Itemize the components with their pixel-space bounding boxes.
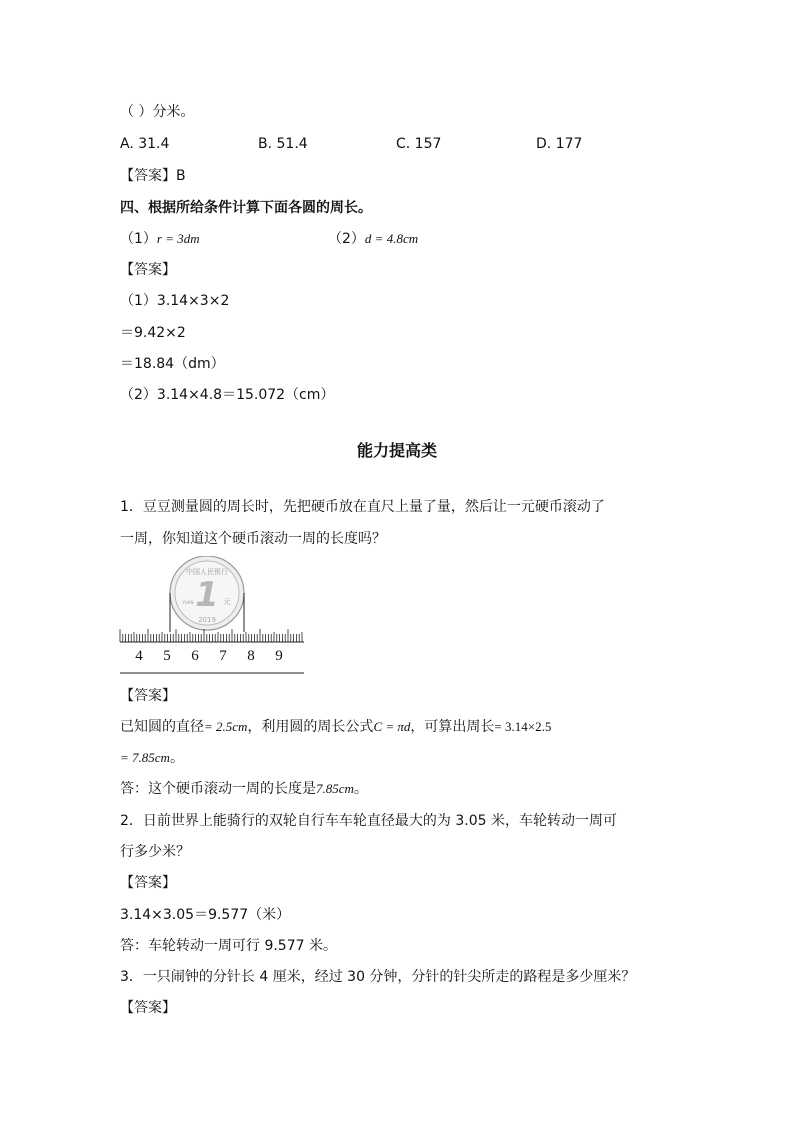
q3-answer-label: 【答案】 bbox=[120, 1000, 176, 1016]
section4-line-3: ＝18.84（dm） bbox=[120, 356, 225, 372]
q2-calc: 3.14×3.05＝9.577（米） bbox=[120, 907, 291, 923]
q1-ans-line2-tail: 。 bbox=[169, 750, 184, 766]
q1-text-line2: 一周，你知道这个硬币滚动一周的长度吗？ bbox=[120, 531, 386, 547]
problem2-expr: d = 4.8cm bbox=[364, 231, 419, 246]
ruler-number-5: 5 bbox=[163, 648, 171, 664]
coin-top-text: 中国人民银行 bbox=[186, 568, 228, 576]
q2-text-line2: 行多少米？ bbox=[120, 844, 190, 860]
section4-problem2 bbox=[328, 229, 418, 249]
q1-ans-f: = 3.14×2.5 bbox=[494, 719, 552, 734]
coin-ruler-figure bbox=[118, 556, 308, 676]
q1-final-a: 答：这个硬币滚动一周的长度是 bbox=[120, 781, 316, 797]
option-b: B. 51.4 bbox=[258, 136, 308, 152]
section-title: 能力提高类 bbox=[356, 441, 437, 460]
section4-problems bbox=[120, 229, 200, 249]
q2-text-line1: 2．日前世界上能骑行的双轮自行车车轮直径最大的为 3.05 米，车轮转动一周可 bbox=[120, 813, 617, 829]
problem1-expr: r = 3dm bbox=[156, 231, 200, 246]
problem1-label: （1） bbox=[120, 231, 157, 247]
q1-ans-b: = 2.5cm bbox=[204, 719, 248, 734]
q1-ans-c: ，利用圆的周长公式 bbox=[247, 719, 374, 735]
section4-line-4: （2）3.14×4.8＝15.072（cm） bbox=[120, 387, 335, 403]
q1-ans-a: 已知圆的直径 bbox=[120, 719, 204, 735]
section4-answer-label: 【答案】 bbox=[120, 262, 176, 278]
q1-ans-d: C = πd bbox=[373, 719, 411, 734]
q1-answer-line2 bbox=[120, 748, 184, 768]
option-d: D. 177 bbox=[536, 136, 583, 152]
section4-line-2: ＝9.42×2 bbox=[120, 325, 186, 341]
ruler-number-8: 8 bbox=[247, 648, 255, 664]
q1-ans-e: ，可算出周长 bbox=[410, 719, 495, 735]
problem2-label: （2） bbox=[328, 231, 365, 247]
q2-answer-label: 【答案】 bbox=[120, 875, 176, 891]
section4-heading: 四、根据所给条件计算下面各圆的周长。 bbox=[120, 200, 372, 216]
q1-text-line1: 1．豆豆测量圆的周长时，先把硬币放在直尺上量了量，然后让一元硬币滚动了 bbox=[120, 499, 605, 515]
option-a: A. 31.4 bbox=[120, 136, 170, 152]
coin-year: 2019 bbox=[198, 616, 216, 624]
coin-small-text: YUAN bbox=[182, 600, 194, 605]
q3-text: 3．一只闹钟的分针长 4 厘米，经过 30 分钟，分针的针尖所走的路程是多少厘米？ bbox=[120, 969, 636, 985]
coin bbox=[170, 556, 244, 630]
q1-final-c: 。 bbox=[353, 781, 368, 797]
q1-final bbox=[120, 779, 368, 799]
option-c: C. 157 bbox=[396, 136, 442, 152]
ruler-number-7: 7 bbox=[219, 648, 227, 664]
ruler-number-6: 6 bbox=[191, 648, 199, 664]
q1-ans-line2: = 7.85cm bbox=[120, 750, 170, 765]
q1-answer-line1 bbox=[120, 717, 551, 737]
ruler-ticks bbox=[120, 629, 302, 642]
blank-line: （ ）分米。 bbox=[120, 104, 195, 120]
ruler-number-4: 4 bbox=[135, 648, 143, 664]
coin-unit: 元 bbox=[223, 598, 231, 606]
q1-answer-label: 【答案】 bbox=[120, 688, 176, 704]
q2-final: 答：车轮转动一周可行 9.577 米。 bbox=[120, 938, 337, 954]
coin-value: 1 bbox=[195, 575, 219, 615]
prev-answer: 【答案】B bbox=[120, 168, 186, 184]
q1-final-b: 7.85cm bbox=[316, 781, 354, 796]
ruler-number-9: 9 bbox=[275, 648, 283, 664]
section4-line-1: （1）3.14×3×2 bbox=[120, 293, 230, 309]
